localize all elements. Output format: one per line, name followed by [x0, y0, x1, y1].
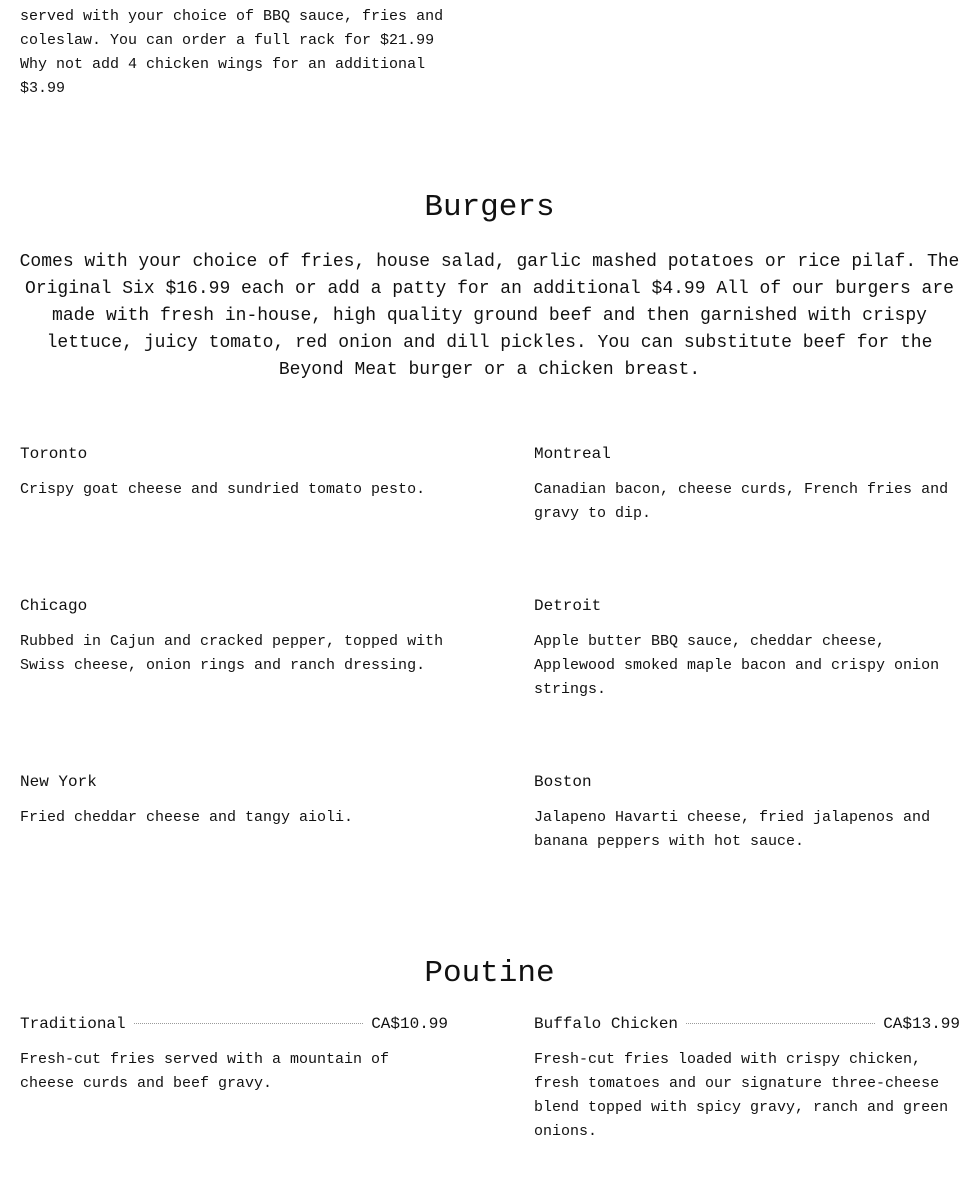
menu-item-buffalo-chicken [534, 1013, 960, 1144]
menu-item-description: Rubbed in Cajun and cracked pepper, topped with Swiss cheese, onion rings and ranch dressing. [20, 633, 444, 674]
menu-item-name: Chicago [20, 597, 88, 615]
ribs-description-continued: served with your choice of BBQ sauce, fries and coleslaw. You can order a full rack for $21.99 Why not add 4 chicken wings for an additional $3.99 [20, 8, 444, 97]
menu-item-name: Detroit [534, 597, 602, 615]
menu-item-price: CA$10.99 [371, 1015, 448, 1033]
menu-item-name: Traditional [20, 1015, 126, 1033]
menu-item-chicago [20, 595, 448, 678]
menu-item-name: Boston [534, 773, 592, 791]
menu-item-toronto [20, 443, 448, 502]
menu-item-new-york [20, 771, 448, 830]
menu-item-name: New York [20, 773, 97, 791]
burgers-section-description: Comes with your choice of fries, house salad, garlic mashed potatoes or rice pilaf. The Original Six $16.99 each or add a patty for an additional $4.99 All of our burgers are made with fresh in-house, high quality ground beef and then garnished with crispy lettuce, juicy tomato, red onion and dill pickles. You can substitute beef for the Beyond Meat burger or a chicken breast. [19, 252, 960, 380]
menu-item-traditional [20, 1013, 448, 1096]
menu-item-name: Buffalo Chicken [534, 1015, 679, 1033]
dotted-leader [134, 1023, 364, 1024]
menu-item-description: Fresh-cut fries loaded with crispy chicken, fresh tomatoes and our signature three-cheese blend topped with spicy gravy, ranch and green onions. [534, 1051, 949, 1140]
section-title-poutine: Poutine [424, 956, 555, 991]
menu-item-description: Canadian bacon, cheese curds, French fries and gravy to dip. [534, 481, 949, 522]
menu-item-description: Jalapeno Havarti cheese, fried jalapenos and banana peppers with hot sauce. [534, 809, 931, 850]
dotted-leader [686, 1023, 875, 1024]
menu-item-description: Crispy goat cheese and sundried tomato pesto. [20, 481, 426, 498]
menu-item-description: Fresh-cut fries served with a mountain of cheese curds and beef gravy. [20, 1051, 390, 1092]
menu-item-price: CA$13.99 [883, 1015, 960, 1033]
menu-item-montreal [534, 443, 960, 526]
menu-item-detroit [534, 595, 960, 702]
menu-item-description: Apple butter BBQ sauce, cheddar cheese, Applewood smoked maple bacon and crispy onion strings. [534, 633, 940, 698]
menu-item-boston [534, 771, 960, 854]
menu-item-name: Montreal [534, 445, 611, 463]
menu-item-description: Fried cheddar cheese and tangy aioli. [20, 809, 354, 826]
menu-item-name: Toronto [20, 445, 88, 463]
section-title-burgers: Burgers [424, 190, 555, 225]
